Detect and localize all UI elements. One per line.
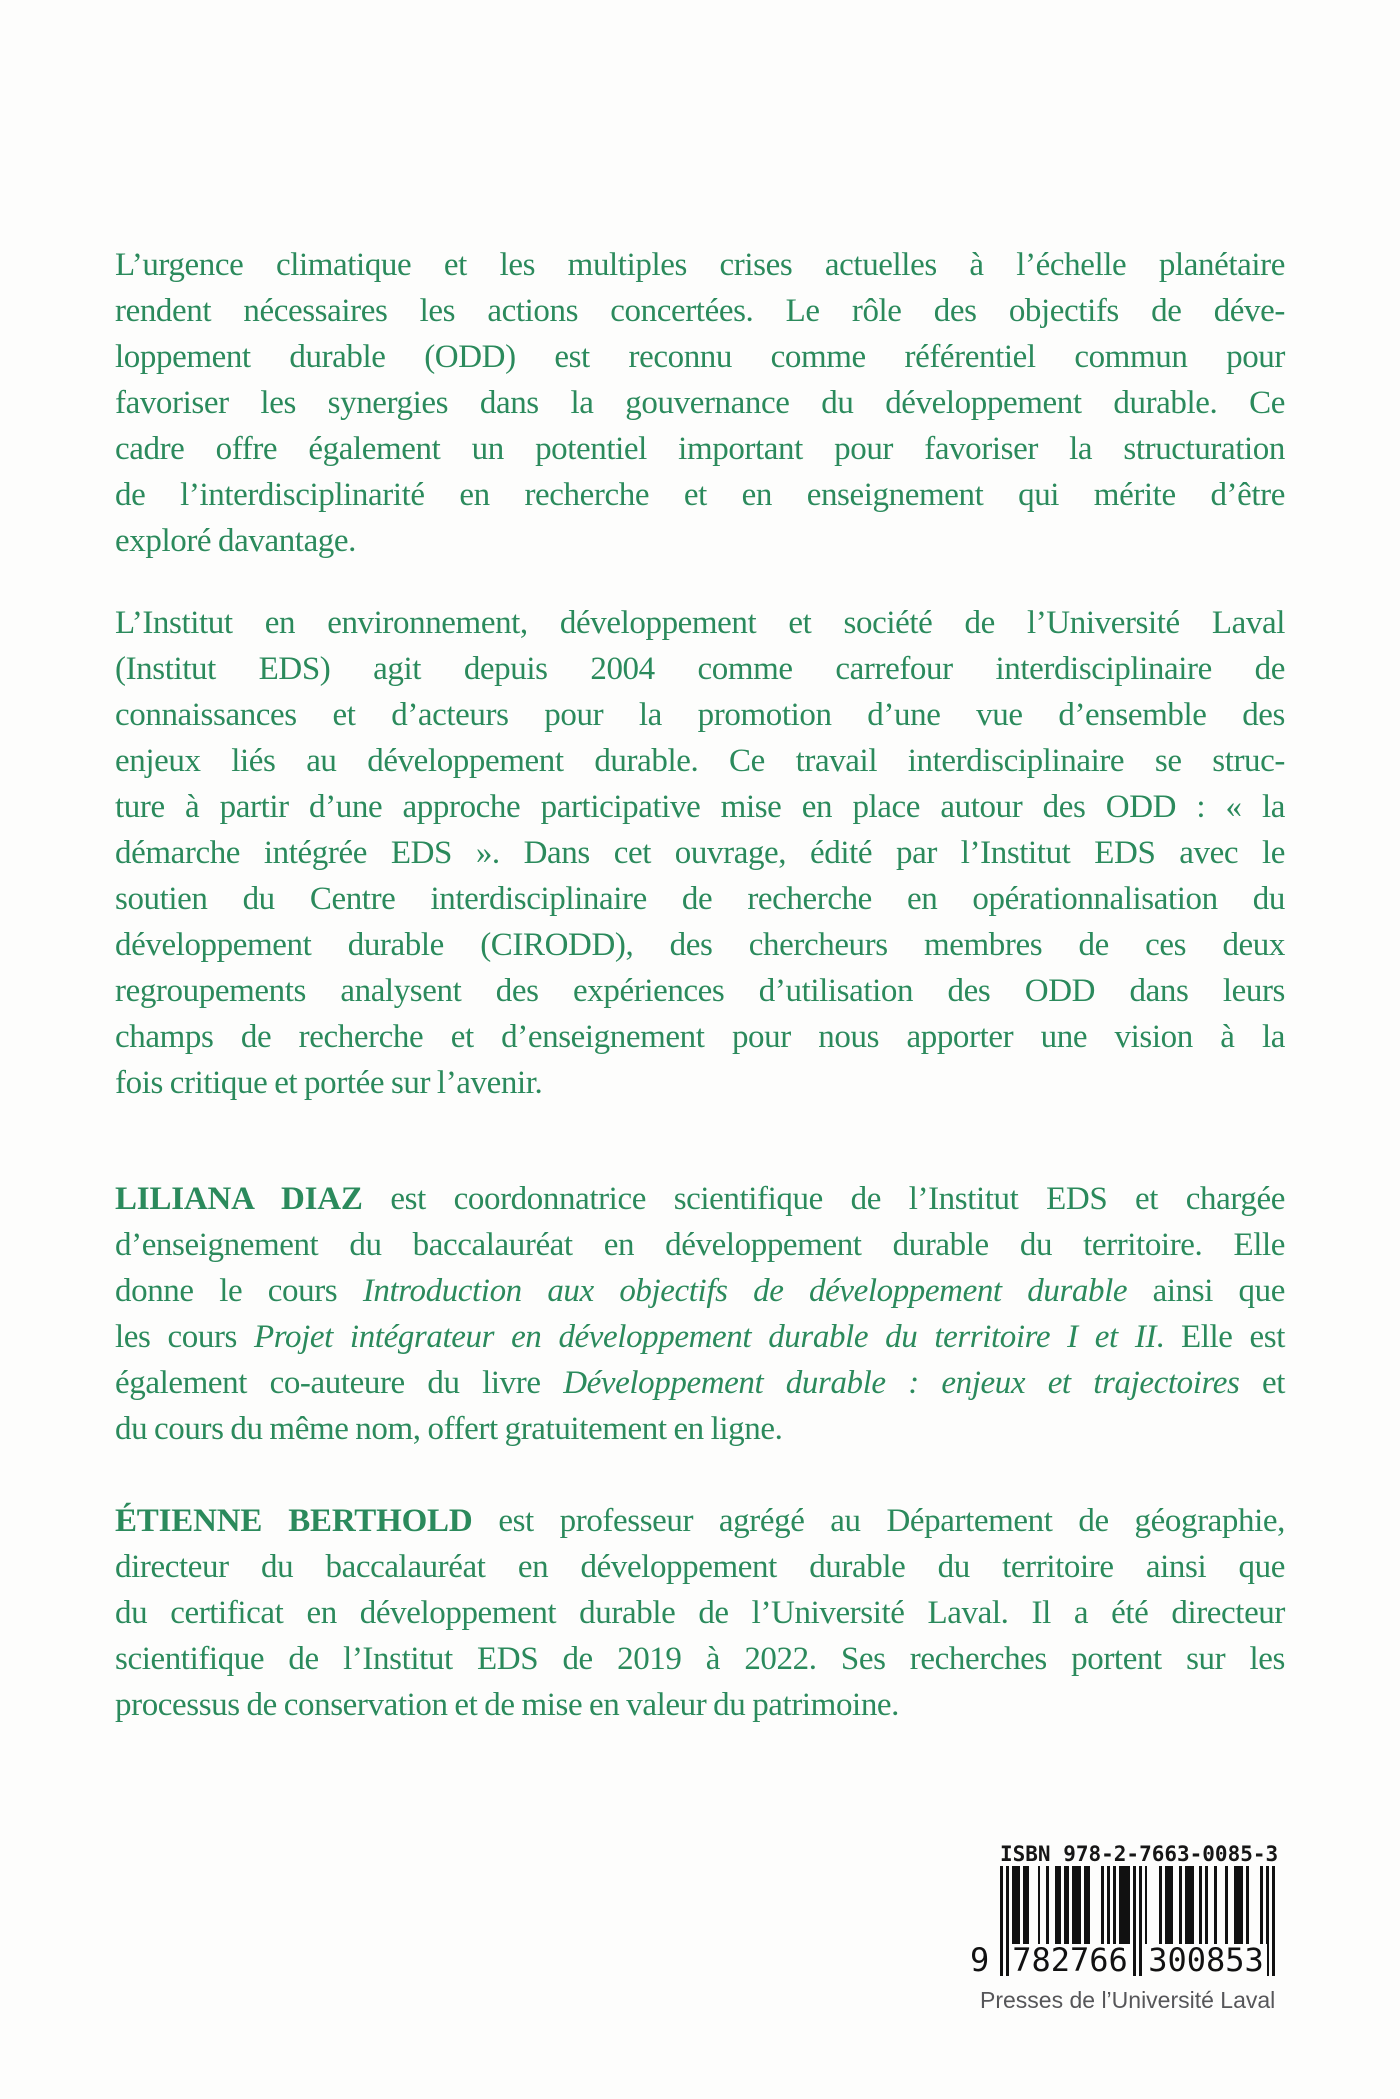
text-line: favoriser les synergies dans la gouvernance du développement durable. Ce	[115, 385, 1285, 421]
barcode-digit-leading: 9	[970, 1941, 990, 1979]
text-line: rendent nécessaires les actions concertées. Le rôle des objectifs de déve-	[115, 293, 1285, 329]
text-line: (Institut EDS) agit depuis 2004 comme carrefour interdisciplinaire de	[115, 651, 1285, 687]
text-line: processus de conservation et de mise en valeur du patrimoine.	[115, 1687, 900, 1723]
text-line: ture à partir d’une approche participative mise en place autour des ODD : « la	[115, 789, 1285, 825]
text-line: L’urgence climatique et les multiples crises actuelles à l’échelle planétaire	[115, 247, 1285, 283]
text-line: regroupements analysent des expériences d’utilisation des ODD dans leurs	[115, 973, 1285, 1009]
text-line: connaissances et d’acteurs pour la promotion d’une vue d’ensemble des	[115, 697, 1285, 733]
text-line: de l’interdisciplinarité en recherche et en enseignement qui mérite d’être	[115, 477, 1285, 513]
text-line: LILIANA DIAZ est coordonnatrice scientifique de l’Institut EDS et chargée	[115, 1181, 1285, 1217]
barcode-digits-left: 782766	[1009, 1944, 1131, 1978]
text-line: démarche intégrée EDS ». Dans cet ouvrage, édité par l’Institut EDS avec le	[115, 835, 1285, 871]
paragraph-bio-liliana-diaz	[115, 1176, 1285, 1452]
paragraph-climate-urgency	[115, 242, 1285, 564]
text-line: fois critique et portée sur l’avenir.	[115, 1065, 543, 1101]
text-line: L’Institut en environnement, développement et société de l’Université Laval	[115, 605, 1285, 641]
paragraph-bio-etienne-berthold	[115, 1498, 1285, 1728]
publisher-name: Presses de l’Université Laval	[980, 1987, 1276, 2013]
back-cover-text	[115, 242, 1285, 1728]
text-line: soutien du Centre interdisciplinaire de recherche en opérationnalisation du	[115, 881, 1285, 917]
text-line: du certificat en développement durable de l’Université Laval. Il a été directeur	[115, 1595, 1285, 1631]
isbn-block	[966, 1842, 1279, 2014]
text-line: les cours Projet intégrateur en développement durable du territoire I et II. Elle est	[115, 1319, 1285, 1355]
text-line: loppement durable (ODD) est reconnu comme référentiel commun pour	[115, 339, 1285, 375]
text-line: donne le cours Introduction aux objectifs de développement durable ainsi que	[115, 1273, 1285, 1309]
text-line: également co-auteure du livre Développement durable : enjeux et trajectoires et	[115, 1365, 1285, 1401]
text-line: directeur du baccalauréat en développement durable du territoire ainsi que	[115, 1549, 1285, 1585]
paragraph-institut-eds	[115, 600, 1285, 1106]
isbn-label: ISBN 978-2-7663-0085-3	[1000, 1842, 1279, 1866]
text-line: ÉTIENNE BERTHOLD est professeur agrégé au Département de géographie,	[115, 1503, 1285, 1539]
text-line: enjeux liés au développement durable. Ce travail interdisciplinaire se struc-	[115, 743, 1285, 779]
text-line: développement durable (CIRODD), des chercheurs membres de ces deux	[115, 927, 1285, 963]
text-line: champs de recherche et d’enseignement pour nous apporter une vision à la	[115, 1019, 1285, 1055]
text-line: du cours du même nom, offert gratuitement en ligne.	[115, 1411, 783, 1447]
text-line: d’enseignement du baccalauréat en développement durable du territoire. Elle	[115, 1227, 1285, 1263]
text-line: scientifique de l’Institut EDS de 2019 à 2022. Ses recherches portent sur les	[115, 1641, 1285, 1677]
barcode-digits-right: 300853	[1145, 1944, 1267, 1978]
text-line: exploré davantage.	[115, 523, 357, 559]
text-line: cadre offre également un potentiel important pour favoriser la structuration	[115, 431, 1285, 467]
ean13-barcode	[970, 1866, 1276, 1979]
